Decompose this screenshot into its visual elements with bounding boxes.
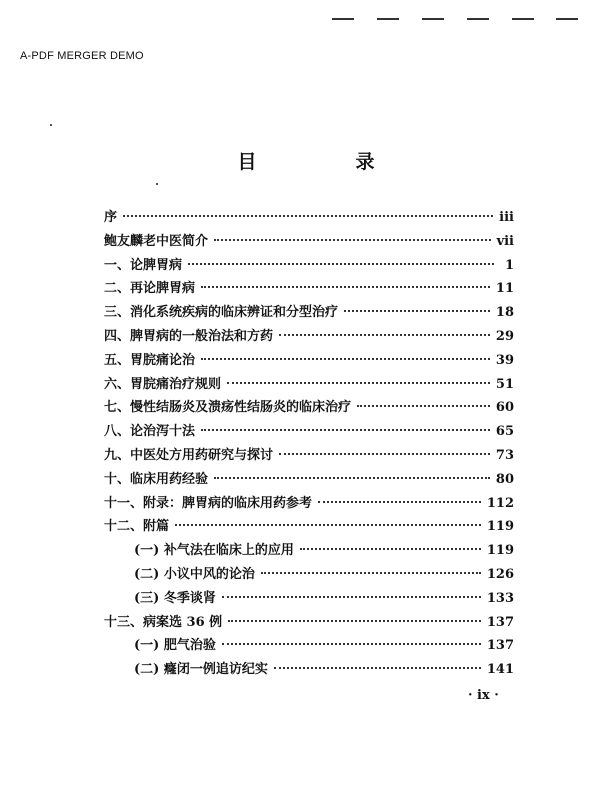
dot-leader (175, 524, 481, 526)
toc-entry-label: 鲍友麟老中医简介 (104, 233, 209, 249)
toc-entry-page: 51 (495, 376, 514, 392)
toc-entry[interactable] (104, 468, 514, 492)
toc-entry-label: 六、胃脘痛治疗规则 (104, 376, 222, 392)
toc-entry[interactable] (104, 515, 514, 539)
dot-leader (357, 405, 490, 407)
toc-entry-label: 八、论治泻十法 (104, 424, 196, 440)
toc-entry[interactable] (104, 301, 514, 325)
toc-entry-page: 133 (486, 590, 514, 606)
header-rule (556, 18, 578, 20)
scan-speck (156, 183, 158, 185)
toc-entry[interactable] (104, 587, 514, 611)
dot-leader (201, 429, 490, 431)
toc-entry[interactable] (104, 492, 514, 516)
toc-entry-page: 29 (495, 328, 514, 344)
watermark-text: A-PDF MERGER DEMO (20, 50, 144, 62)
dot-leader (214, 477, 490, 479)
toc-entry-page: 137 (486, 638, 514, 654)
toc-entry-label: 十三、病案选 36 例 (104, 614, 223, 630)
toc-entry[interactable] (104, 444, 514, 468)
toc-entry[interactable] (104, 206, 514, 230)
dot-leader (279, 453, 490, 455)
toc-entry[interactable] (104, 539, 514, 563)
toc-entry-label: (三) 冬季谈肾 (134, 590, 216, 606)
toc-entry-label: 四、脾胃病的一般治法和方药 (104, 328, 274, 344)
dot-leader (222, 596, 481, 598)
toc-entry-page: 73 (495, 447, 514, 463)
toc-entry-page: 11 (495, 281, 514, 297)
toc-entry-page: 80 (495, 471, 514, 487)
toc-entry-label: (一) 肥气治验 (134, 638, 216, 654)
toc-entry-label: 二、再论脾胃病 (104, 281, 196, 297)
header-rule (422, 18, 444, 20)
toc-entry[interactable] (104, 349, 514, 373)
toc-entry-page: 39 (495, 352, 514, 368)
toc-entry-page: iii (499, 210, 514, 225)
toc-entry-page: 18 (495, 305, 514, 321)
page-number: · ix · (468, 688, 499, 703)
toc-entry-label: 一、论脾胃病 (104, 257, 183, 273)
header-rule (332, 18, 354, 20)
toc-entry[interactable] (104, 611, 514, 635)
page-title: 目 录 (237, 151, 415, 173)
toc-entry-page: 65 (495, 424, 514, 440)
scan-speck (50, 124, 52, 126)
toc-entry-page: 119 (486, 519, 514, 535)
dot-leader (279, 334, 490, 336)
toc-entry[interactable] (104, 277, 514, 301)
toc-entry-page: vii (496, 233, 514, 249)
dot-leader (123, 215, 493, 217)
header-rule (467, 18, 489, 20)
header-rule (512, 18, 534, 20)
toc-entry[interactable] (104, 230, 514, 254)
toc-entry[interactable] (104, 420, 514, 444)
dot-leader (214, 239, 491, 241)
dot-leader (300, 548, 481, 550)
dot-leader (201, 358, 490, 360)
dot-leader (228, 620, 481, 622)
toc-entry-label: 七、慢性结肠炎及溃疡性结肠炎的临床治疗 (104, 400, 352, 416)
toc-entry-page: 141 (486, 662, 514, 678)
toc-entry-label: 十、临床用药经验 (104, 471, 209, 487)
dot-leader (188, 263, 494, 265)
toc-entry-label: 十一、附录：脾胃病的临床用药参考 (104, 495, 313, 511)
toc-entry-label: 三、消化系统疾病的临床辨证和分型治疗 (104, 305, 339, 321)
dot-leader (201, 286, 490, 288)
header-rule (377, 18, 399, 20)
toc-entry[interactable] (104, 658, 514, 682)
toc-entry-label: 五、胃脘痛论治 (104, 352, 196, 368)
dot-leader (344, 310, 490, 312)
dot-leader (318, 501, 481, 503)
toc-entry-page: 126 (486, 566, 514, 582)
toc-entry[interactable] (104, 373, 514, 397)
dot-leader (222, 643, 481, 645)
toc-entry-page: 60 (495, 400, 514, 416)
toc-entry-label: (一) 补气法在临床上的应用 (134, 543, 294, 559)
toc-entry-page: 1 (504, 257, 514, 273)
toc-entry[interactable] (104, 396, 514, 420)
toc-entry-label: (二) 癃闭一例追访纪实 (134, 662, 268, 678)
toc-entry[interactable] (104, 254, 514, 278)
dot-leader (227, 382, 490, 384)
toc-entry-label: 十二、附篇 (104, 519, 170, 535)
toc-entry-page: 112 (486, 495, 514, 511)
toc-entry-label: (二) 小议中风的论治 (134, 566, 255, 582)
toc-entry[interactable] (104, 563, 514, 587)
toc-entry[interactable] (104, 634, 514, 658)
dot-leader (261, 572, 481, 574)
toc-entry-label: 九、中医处方用药研究与探讨 (104, 447, 274, 463)
table-of-contents (104, 206, 514, 682)
toc-entry-page: 137 (486, 614, 514, 630)
toc-entry[interactable] (104, 325, 514, 349)
dot-leader (274, 667, 481, 669)
toc-entry-label: 序 (104, 210, 118, 225)
toc-entry-page: 119 (486, 543, 514, 559)
